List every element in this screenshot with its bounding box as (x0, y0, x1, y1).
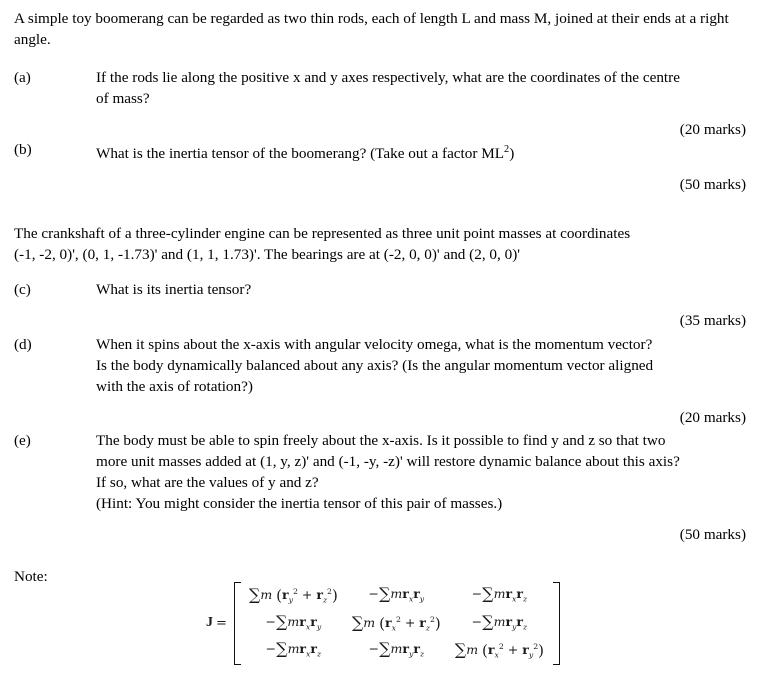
question-d-label: (d) (14, 336, 32, 353)
matrix-row (242, 582, 551, 610)
question-d-marks: (20 marks) (679, 409, 746, 426)
matrix-cell-31: $-\sum mr_xr_z$ (265, 639, 322, 659)
question-c-text (96, 279, 752, 300)
question-c-marks: (35 marks) (679, 312, 746, 329)
formula-equals-sign: = (215, 615, 227, 631)
question-a-line-2: of mass? (96, 90, 150, 107)
question-e-label: (e) (14, 432, 31, 449)
question-b-marks: (50 marks) (679, 176, 746, 194)
question-d-line-1: When it spins about the x-axis with angular velocity omega, what is the momentum vector? (96, 336, 653, 353)
question-c-line-1: What is its inertia tensor? (96, 281, 252, 298)
matrix-body (242, 582, 551, 665)
matrix-row (242, 637, 551, 665)
formula-j-symbol: J (205, 615, 213, 631)
question-e (14, 430, 752, 545)
question-a-text (96, 67, 752, 109)
matrix-cell-12: $-\sum mr_xr_y$ (368, 584, 425, 604)
matrix-cell-22: ∑m $(r_x^2 + r_z^2)$ (351, 612, 441, 633)
matrix-cell-11: ∑m $(r_y^2 + r_z^2)$ (248, 585, 338, 605)
question-c (14, 279, 752, 331)
question-a-marks: (20 marks) (679, 121, 746, 138)
question-e-marks: (50 marks) (679, 526, 746, 543)
crankshaft-line-2: (-1, -2, 0)', (0, 1, -1.73)' and (1, 1, 1.73)'. The bearings are at (-2, 0, 0)' and (2, 0, 0)' (14, 246, 521, 263)
matrix-cell-13: $-\sum mr_xr_z$ (471, 584, 528, 604)
question-e-line-3: If so, what are the values of y and z? (96, 474, 319, 491)
matrix-cell-32: $-\sum mr_yr_z$ (368, 639, 425, 659)
question-c-label: (c) (14, 281, 31, 298)
question-d-line-3: with the axis of rotation?) (96, 378, 253, 395)
question-b (14, 139, 752, 195)
matrix-row (242, 610, 551, 638)
question-b-text: What is the inertia tensor of the boomerang? (Take out a factor $ML^2$) (96, 144, 515, 163)
matrix-cell-23: $-\sum mr_yr_z$ (471, 611, 528, 632)
question-e-line-2: more unit masses added at (1, y, z)' and (-1, -y, -z)' will restore dynamic balance about this axis? (96, 453, 680, 470)
question-e-text (96, 430, 752, 514)
note-label: Note: (14, 568, 48, 585)
question-d-line-2: Is the body dynamically balanced about any axis? (Is the angular momentum vector aligned (96, 357, 654, 374)
matrix-right-bracket (552, 582, 561, 665)
inertia-tensor-formula (0, 582, 767, 665)
question-a-label: (a) (14, 69, 31, 86)
matrix-left-bracket (232, 582, 241, 665)
crankshaft-line-1: The crankshaft of a three-cylinder engine can be represented as three unit point masses at coordinates (14, 225, 631, 242)
question-d-text (96, 334, 752, 397)
question-b-label: (b) (14, 141, 32, 158)
question-e-line-1: The body must be able to spin freely about the x-axis. Is it possible to find y and z so that two (96, 432, 666, 449)
matrix-cell-33: ∑m $(r_x^2 + r_y^2)$ (454, 640, 545, 660)
question-e-line-4: (Hint: You might consider the inertia tensor of this pair of masses.) (96, 495, 503, 512)
matrix-cell-21: $-\sum mr_xr_y$ (265, 611, 322, 632)
crankshaft-paragraph (14, 223, 752, 265)
question-a (14, 67, 752, 140)
question-d (14, 334, 752, 428)
question-a-line-1: If the rods lie along the positive x and y axes respectively, what are the coordinates of the centre (96, 69, 680, 86)
intro-paragraph: A simple toy boomerang can be regarded as two thin rods, each of length L and mass M, joined at their ends at a right angle. (14, 10, 729, 48)
